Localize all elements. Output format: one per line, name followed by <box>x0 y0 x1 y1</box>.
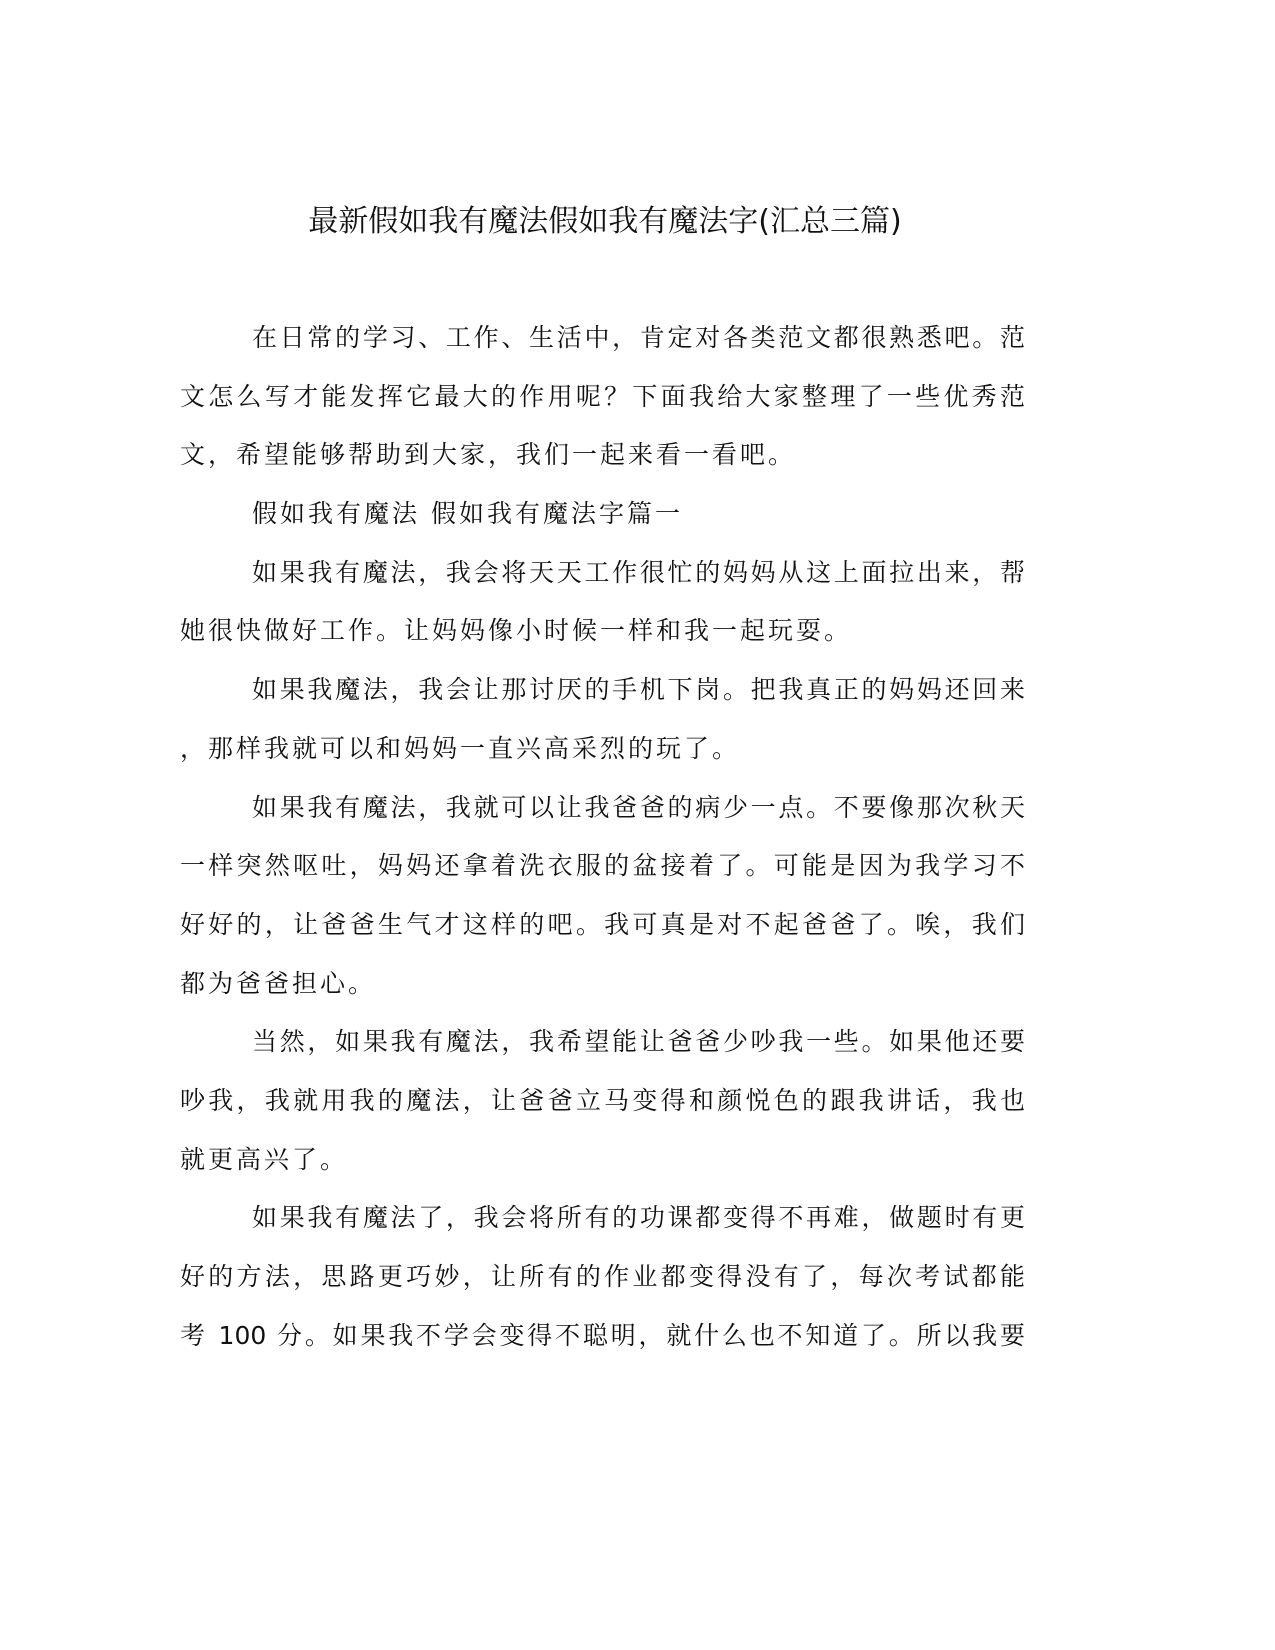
text-line: 就更高兴了。 <box>180 1144 349 1174</box>
text-line: 都为爸爸担心。 <box>180 968 377 998</box>
text-line: 好好的，让爸爸生气才这样的吧。我可真是对不起爸爸了。唉，我们 <box>180 909 1025 939</box>
text-line: 如果我有魔法，我会将天天工作很忙的妈妈从这上面拉出来，帮 <box>252 557 1025 587</box>
text-line: 如果我有魔法了，我会将所有的功课都变得不再难，做题时有更 <box>252 1203 1025 1233</box>
text-line: 她很快做好工作。让妈妈像小时候一样和我一起玩耍。 <box>180 616 853 646</box>
text-line: 文怎么写才能发挥它最大的作用呢？下面我给大家整理了一些优秀范 <box>180 381 1025 411</box>
text-line: 当然，如果我有魔法，我希望能让爸爸少吵我一些。如果他还要 <box>252 1027 1025 1057</box>
text-line: 好的方法，思路更巧妙，让所有的作业都变得没有了，每次考试都能 <box>180 1262 1025 1291</box>
text-line: 考 100 分。如果我不学会变得不聪明，就什么也不知道了。所以我要 <box>180 1320 1025 1350</box>
document-body <box>180 318 1025 1374</box>
text-line: 一样突然呕吐，妈妈还拿着洗衣服的盆接着了。可能是因为我学习不 <box>180 851 1025 881</box>
text-line: 吵我，我就用我的魔法，让爸爸立马变得和颜悦色的跟我讲话，我也 <box>180 1085 1025 1115</box>
text-line: 如果我有魔法，我就可以让我爸爸的病少一点。不要像那次秋天 <box>252 792 1025 822</box>
text-line: 在日常的学习、工作、生活中，肯定对各类范文都很熟悉吧。范 <box>252 323 1025 352</box>
text-line: 假如我有魔法 假如我有魔法字篇一 <box>252 499 683 529</box>
text-line: ，那样我就可以和妈妈一直兴高采烈的玩了。 <box>180 733 741 763</box>
document-title: 最新假如我有魔法假如我有魔法字(汇总三篇) <box>308 204 902 239</box>
text-line: 文，希望能够帮助到大家，我们一起来看一看吧。 <box>180 440 797 470</box>
text-line: 如果我魔法，我会让那讨厌的手机下岗。把我真正的妈妈还回来 <box>252 675 1025 705</box>
